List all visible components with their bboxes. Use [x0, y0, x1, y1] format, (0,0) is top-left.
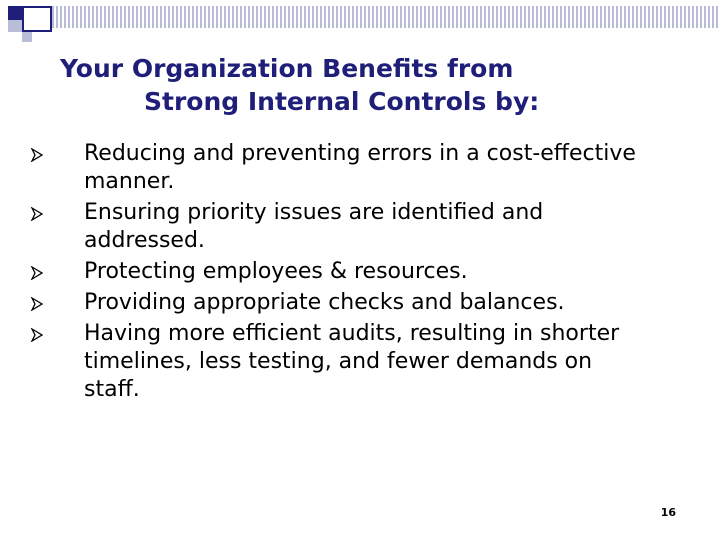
arrowhead-bullet-icon [30, 148, 44, 162]
arrowhead-bullet-icon [30, 266, 44, 280]
bullet-item [80, 258, 640, 286]
slide-title-line2: Strong Internal Controls by: [144, 87, 540, 116]
arrowhead-bullet-icon [30, 207, 44, 221]
bullet-item [80, 320, 640, 404]
corner-square-light-small [22, 32, 32, 42]
bullet-item [80, 289, 640, 317]
bullet-text: Protecting employees & resources. [84, 259, 468, 284]
bullet-item [80, 199, 640, 255]
slide-title-line1: Your Organization Benefits from [60, 54, 514, 83]
bullet-list [80, 140, 640, 407]
bullet-text: Providing appropriate checks and balances. [84, 290, 565, 315]
page-number: 16 [660, 506, 676, 519]
bullet-text: Ensuring priority issues are identified and addressed. [84, 200, 544, 253]
arrowhead-bullet-icon [30, 328, 44, 342]
arrowhead-bullet-icon [30, 297, 44, 311]
bullet-text: Having more efficient audits, resulting in shorter timelines, less testing, and fewer demands on staff. [84, 321, 620, 402]
header-striped-band [52, 6, 720, 28]
corner-square-outline [22, 6, 52, 32]
bullet-item [80, 140, 640, 196]
corner-square-light [8, 20, 22, 32]
corner-square-navy [8, 6, 22, 20]
bullet-text: Reducing and preventing errors in a cost-effective manner. [84, 141, 636, 194]
slide-title [60, 52, 680, 118]
